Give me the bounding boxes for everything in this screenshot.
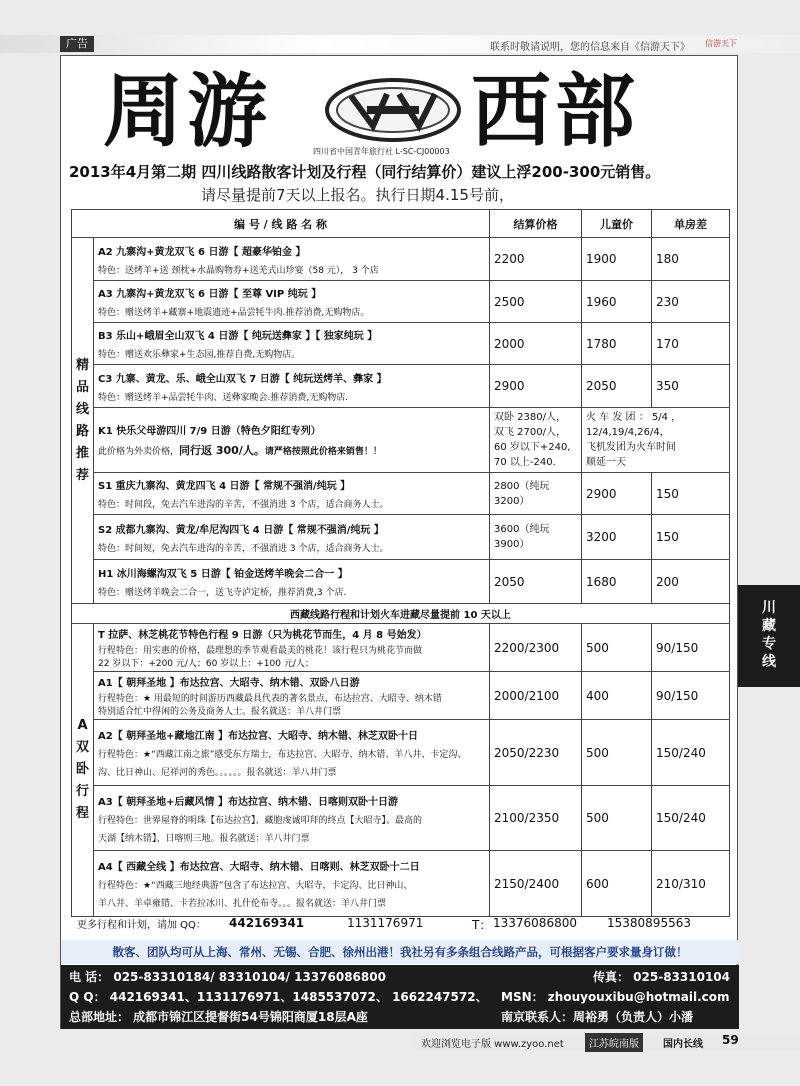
agency-license: 四川省中国青年旅行社 L-SC-CJ00003 — [313, 147, 450, 156]
qq-line: Q Q： 442169341、1131176971、1485537072、 1662247572、 — [69, 990, 488, 1004]
publication-logo: 信游天下 — [705, 39, 737, 48]
route-cell: S1 重庆九寨沟、黄龙四飞 4 日游【 常规不强消/纯玩 】 特色：时间段，免去汽车进沟的辛苦，不强消进 3 个店，适合商务人士。 — [94, 473, 490, 515]
advert-page: 周游 西部 四川省中国青年旅行社 L-SC-CJ00003 2013年4月第二期 四川线路散客计划及行程（同行结算价）建议上浮200-300元销售。 请尽量提前7天以上报名。执行日期4.15号前， 编 号 / 线 路 名 称 结算价格 儿童价 单房差 精 品 线 路 推 荐 A2 九寨沟+黄龙双飞 6 日游【 超豪华铂金 】 特色：送烤羊+送 颈枕+水晶购物券+送羌式山珍宴（58 元）， 3 个店 2200 1900 180 A3 九寨沟+黄龙双飞 6 日游【 至尊 VIP 纯玩 】 特色：赠送烤羊+藏寨+地震遗迹+品尝牦牛肉.推荐消费,无购物店。 2500 1960 230 B3 乐山+峨眉全山双飞 4 日游【 纯玩送彝家 】【 独家纯玩 】 特色：赠送欢乐彝家+生态园,推荐自费,无购物店。 2000 1780 170 C3 九寨、黄龙、乐、峨全山双飞 7 日游【 纯玩送烤羊、彝家 】 特色：赠送烤羊+品尝牦牛肉、送彝家晚会.推荐消费,无购物店. 2900 2050 350 K1 快乐父母游四川 7/9 日游（特色夕阳红专列） 此价格为外卖价格，同行返 300/人。请严格按照此价格来销售！！ 双卧 2380/人， 双飞 2700/人， 60 岁以下+240, 70 以上-240. 火 车 发 团 ： 5/4 ， 12/4,19/4,26/4， 飞机发团为火车时间 顺延一天 S1 重庆九寨沟、黄龙四飞 4 日游【 常规不强消/纯玩 】 特色：时间段，免去汽车进沟的辛苦，不强消进 3 个店，适合商务人士。 2800（纯玩 3200） 2900 150 S2 成都九寨沟、黄龙/牟尼沟四飞 4 日游【 常规不强消/纯玩 】 特色：时间短，免去汽车进沟的辛苦，不强消进 3 个店，适合商务人士。 3600（纯玩 3900） 3200 150 H1 冰川海螺沟双飞 5 日游【 铂金送烤羊晚会二合一 】 特色：赠送烤羊晚会二合一，送飞寺泸定桥，推荐消费,3 个店. 2050 1680 200 西藏线路行程和计划火车进藏尽量提前 10 天以上 A 双 卧 行 程 T 拉萨、林芝桃花节特色行程 9 日游（只为桃花节而生，4 月 8 号始发） 行程特色：用实惠的价格，最理想的季节观看最美的桃花！该行程只为桃花节而做 22 岁以下：+200 元/人；60 岁以上：+100 元/人； 2200/2300 500 90/150 A1【 朝拜圣地 】布达拉宫、大昭寺、纳木错、双卧八日游 行程特色：★ 用最短的时间游历西藏最具代表的著名景点，布达拉宫、大昭寺、纳木错 特别适合忙中得闲的公务及商务人士。报名就送：羊八井门票 2000/2100 400 90/150 A2【 朝拜圣地+藏地江南 】布达拉宫、大昭寺、纳木错、林芝双卧十日 行程特色：★“西藏江南之旅”感受东方瑞士，布达拉宫、大昭寺、纳木错、羊八井、卡定沟、 沟、比日神山、尼祥河的秀色。。。。。。报名就送：羊八井门票 2050/2230 500 150/240 A3【 朝拜圣地+后藏风情 】布达拉宫、纳木错、日喀则双卧十日游 行程特色：世界屋脊的明珠【布达拉宫】、藏胞虔诚叩拜的终点【大昭寺】、最高的 天湖【纳木错】、日喀则三地。报名就送：羊八井门票 2100/2350 500 150/240 A4【 西藏全线 】布达拉宫、大昭寺、纳木错、日喀则、林芝双卧十二日 行程特色：★“西藏三地经典游”包含了布达拉宫、大昭寺、卡定沟、比日神山、 羊八井、羊卓雍错、卡若拉冰川、扎什伦布寺。。。报名就送：羊八井门票 2150/2400 600 210/310 更多行程和计划，请加 QQ： 442169341 1131176971 T： 13376086800 15380895563 散客、团队均可从上海、常州、无锡、合肥、徐州出港！我社另有多条组合线路产品，可根据客户要求量身订做！ 电 话： 025-83310184/ 83310104/ 13376086800 传真： 025-83310104 Q Q： 442169341、1131176971、1485537072、 1662247572、 MSN： zhouyouxibu@hotmail.com 总部地址： 成都市锦江区提督街54号锦阳商厦18层A座 南京联系人：周裕勇（负责人）小潘 — [60, 55, 738, 1029]
route-cell: A4【 西藏全线 】布达拉宫、大昭寺、纳木错、日喀则、林芝双卧十二日 行程特色：★“西藏三地经典游”包含了布达拉宫、大昭寺、卡定沟、比日神山、 羊八井、羊卓雍错、卡若拉冰川、扎什伦布寺。。。报名就送：羊八井门票 — [94, 851, 490, 917]
route-cell: A1【 朝拜圣地 】布达拉宫、大昭寺、纳木错、双卧八日游 行程特色：★ 用最短的时间游历西藏最具代表的著名景点，布达拉宫、大昭寺、纳木错 特别适合忙中得闲的公务及商务人士。报名就送：羊八井门票 — [94, 672, 490, 720]
phone-line: 电 话： 025-83310184/ 83310104/ 13376086800 — [69, 970, 386, 984]
route-cell: A3【 朝拜圣地+后藏风情 】布达拉宫、纳木错、日喀则双卧十日游 行程特色：世界屋脊的明珠【布达拉宫】、藏胞虔诚叩拜的终点【大昭寺】、最高的 天湖【纳木错】、日喀则三地。报名就送：羊八井门票 — [94, 786, 490, 851]
table-row: 精 品 线 路 推 荐 A2 九寨沟+黄龙双飞 6 日游【 超豪华铂金 】 特色：送烤羊+送 颈枕+水晶购物券+送羌式山珍宴（58 元）， 3 个店 2200 1900 180 — [72, 238, 730, 281]
contact-box — [61, 965, 739, 1029]
nanjing-contact: 南京联系人：周裕勇（负责人）小潘 — [501, 1010, 694, 1024]
title-right: 西部 — [471, 64, 639, 158]
train-notes: 火 车 发 团 ： 5/4 ， 12/4,19/4,26/4， 飞机发团为火车时间 顺延一天 — [582, 408, 730, 473]
departure-banner: 散客、团队均可从上海、常州、无锡、合肥、徐州出港！我社另有多条组合线路产品，可根据客户要求量身订做！ — [61, 940, 739, 964]
category-featured — [72, 238, 94, 604]
route-cell: K1 快乐父母游四川 7/9 日游（特色夕阳红专列） 此价格为外卖价格，同行返 300/人。请严格按照此价格来销售！！ — [94, 408, 490, 473]
edition-badge: 江苏皖南版 — [585, 1033, 643, 1052]
agency-logo-icon — [323, 76, 463, 144]
table-row: B3 乐山+峨眉全山双飞 4 日游【 纯玩送彝家 】【 独家纯玩 】 特色：赠送欢乐彝家+生态园,推荐自费,无购物店。 2000 1780 170 — [72, 323, 730, 365]
subtitle-plan: 2013年4月第二期 四川线路散客计划及行程（同行结算价）建议上浮200-300元销售。 — [69, 163, 661, 181]
table-row: A2【 朝拜圣地+藏地江南 】布达拉宫、大昭寺、纳木错、林芝双卧十日 行程特色：★“西藏江南之旅”感受东方瑞士，布达拉宫、大昭寺、纳木错、羊八井、卡定沟、 沟、比日神山、尼祥河的秀色。。。。。。报名就送：羊八井门票 2050/2230 500 150/240 — [72, 720, 730, 786]
header-child: 儿童价 — [582, 210, 652, 238]
page-footer — [415, 1033, 800, 1051]
category-sleeper — [72, 624, 94, 917]
ad-tag: 广告 — [60, 36, 94, 52]
header-price: 结算价格 — [490, 210, 582, 238]
header-single: 单房差 — [652, 210, 730, 238]
route-table — [71, 209, 730, 917]
price-notes: 双卧 2380/人， 双飞 2700/人， 60 岁以下+240, 70 以上-240. — [490, 408, 582, 473]
route-cell: H1 冰川海螺沟双飞 5 日游【 铂金送烤羊晚会二合一 】 特色：赠送烤羊晚会二合一，送飞寺泸定桥，推荐消费,3 个店. — [94, 560, 490, 604]
route-cell: T 拉萨、林芝桃花节特色行程 9 日游（只为桃花节而生，4 月 8 号始发） 行程特色：用实惠的价格，最理想的季节观看最美的桃花！该行程只为桃花节而做 22 岁以下：+200 元/人；60 岁以上：+100 元/人； — [94, 624, 490, 672]
tibet-section-title: 西藏线路行程和计划火车进藏尽量提前 10 天以上 — [72, 604, 730, 624]
source-notice: 联系时敬请说明，您的信息来自《信游天下》 — [490, 42, 690, 53]
browse-link[interactable]: 欢迎浏览电子版 www.zyoo.net — [421, 1039, 564, 1050]
address-line: 总部地址： 成都市锦江区提督街54号锦阳商厦18层A座 — [69, 1010, 368, 1024]
table-row: A3 九寨沟+黄龙双飞 6 日游【 至尊 VIP 纯玩 】 特色：赠送烤羊+藏寨+地震遗迹+品尝牦牛肉.推荐消费,无购物店。 2500 1960 230 — [72, 281, 730, 323]
table-row: A4【 西藏全线 】布达拉宫、大昭寺、纳木错、日喀则、林芝双卧十二日 行程特色：★“西藏三地经典游”包含了布达拉宫、大昭寺、卡定沟、比日神山、 羊八井、羊卓雍错、卡若拉冰川、扎什伦布寺。。。报名就送：羊八井门票 2150/2400 600 210/310 — [72, 851, 730, 917]
fax-line: 传真： 025-83310104 — [593, 970, 731, 984]
table-row: S1 重庆九寨沟、黄龙四飞 4 日游【 常规不强消/纯玩 】 特色：时间段，免去汽车进沟的辛苦，不强消进 3 个店，适合商务人士。 2800（纯玩 3200） 2900 150 — [72, 473, 730, 515]
category-label: 精 品 线 路 推 荐 — [75, 357, 89, 483]
header-route: 编 号 / 线 路 名 称 — [72, 210, 490, 238]
side-tab: 川 藏 专 线 — [738, 585, 800, 687]
title-left: 周游 — [103, 64, 271, 158]
route-cell: A2 九寨沟+黄龙双飞 6 日游【 超豪华铂金 】 特色：送烤羊+送 颈枕+水晶购物券+送羌式山珍宴（58 元）， 3 个店 — [94, 238, 490, 281]
category-label: A 双 卧 行 程 — [75, 718, 89, 821]
table-row: H1 冰川海螺沟双飞 5 日游【 铂金送烤羊晚会二合一 】 特色：赠送烤羊晚会二合一，送飞寺泸定桥，推荐消费,3 个店. 2050 1680 200 — [72, 560, 730, 604]
table-row: A1【 朝拜圣地 】布达拉宫、大昭寺、纳木错、双卧八日游 行程特色：★ 用最短的时间游历西藏最具代表的著名景点，布达拉宫、大昭寺、纳木错 特别适合忙中得闲的公务及商务人士。报名就送：羊八井门票 2000/2100 400 90/150 — [72, 672, 730, 720]
msn-line: MSN： zhouyouxibu@hotmail.com — [501, 990, 730, 1004]
qq-link[interactable]: 442169341 — [229, 916, 305, 930]
table-header — [72, 210, 730, 238]
page-number: 59 — [722, 1033, 739, 1047]
route-cell: C3 九寨、黄龙、乐、峨全山双飞 7 日游【 纯玩送烤羊、彝家 】 特色：赠送烤羊+品尝牦牛肉、送彝家晚会.推荐消费,无购物店. — [94, 365, 490, 408]
table-row: A3【 朝拜圣地+后藏风情 】布达拉宫、纳木错、日喀则双卧十日游 行程特色：世界屋脊的明珠【布达拉宫】、藏胞虔诚叩拜的终点【大昭寺】、最高的 天湖【纳木错】、日喀则三地。报名就送：羊八井门票 2100/2350 500 150/240 — [72, 786, 730, 851]
route-cell: A3 九寨沟+黄龙双飞 6 日游【 至尊 VIP 纯玩 】 特色：赠送烤羊+藏寨+地震遗迹+品尝牦牛肉.推荐消费,无购物店。 — [94, 281, 490, 323]
route-cell: S2 成都九寨沟、黄龙/牟尼沟四飞 4 日游【 常规不强消/纯玩 】 特色：时间短，免去汽车进沟的辛苦，不强消进 3 个店，适合商务人士。 — [94, 515, 490, 560]
table-row — [72, 408, 730, 473]
table-row: C3 九寨、黄龙、乐、峨全山双飞 7 日游【 纯玩送烤羊、彝家 】 特色：赠送烤羊+品尝牦牛肉、送彝家晚会.推荐消费,无购物店. 2900 2050 350 — [72, 365, 730, 408]
table-row: A 双 卧 行 程 T 拉萨、林芝桃花节特色行程 9 日游（只为桃花节而生，4 月 8 号始发） 行程特色：用实惠的价格，最理想的季节观看最美的桃花！该行程只为桃花节而做 22 岁以下：+200 元/人；60 岁以上：+100 元/人； 2200/2300 500 90/150 — [72, 624, 730, 672]
table-row: S2 成都九寨沟、黄龙/牟尼沟四飞 4 日游【 常规不强消/纯玩 】 特色：时间短，免去汽车进沟的辛苦，不强消进 3 个店，适合商务人士。 3600（纯玩 3900） 3200 150 — [72, 515, 730, 560]
subtitle-booking: 请尽量提前7天以上报名。执行日期4.15号前， — [201, 186, 514, 204]
route-cell: B3 乐山+峨眉全山双飞 4 日游【 纯玩送彝家 】【 独家纯玩 】 特色：赠送欢乐彝家+生态园,推荐自费,无购物店。 — [94, 323, 490, 365]
header — [61, 56, 739, 208]
route-cell: A2【 朝拜圣地+藏地江南 】布达拉宫、大昭寺、纳木错、林芝双卧十日 行程特色：★“西藏江南之旅”感受东方瑞士，布达拉宫、大昭寺、纳木错、羊八井、卡定沟、 沟、比日神山、尼祥河的秀色。。。。。。报名就送：羊八井门票 — [94, 720, 490, 786]
section-label: 国内长线 — [663, 1039, 703, 1050]
